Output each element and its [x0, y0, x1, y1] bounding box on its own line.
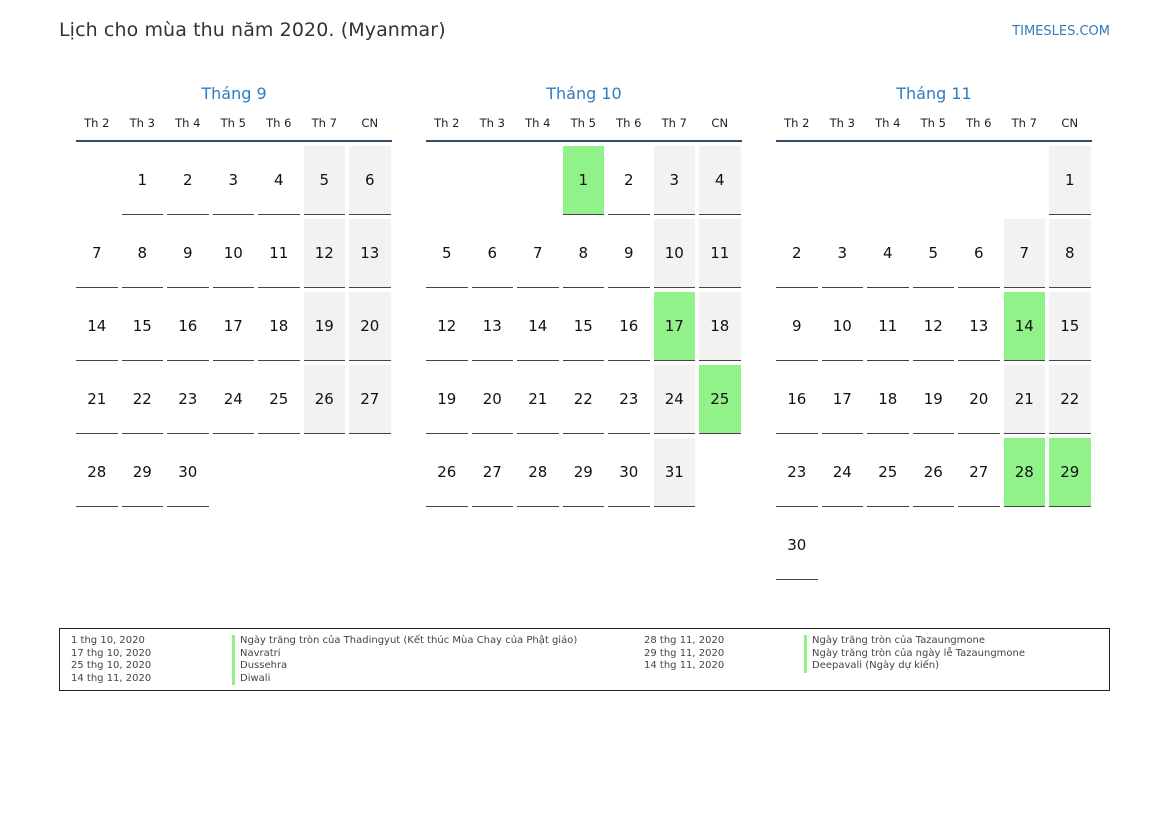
month-title: Tháng 9	[201, 84, 267, 103]
day-cell[interactable]: 10	[213, 219, 255, 288]
weekday-label: Th 6	[266, 116, 292, 130]
legend-holiday-name: Diwali	[232, 673, 270, 686]
day-cell[interactable]: 22	[122, 365, 164, 434]
weekday-label: Th 7	[311, 116, 337, 130]
day-cell[interactable]: 19	[304, 292, 346, 361]
day-cell[interactable]: 20	[958, 365, 1000, 434]
weekday-label: Th 7	[661, 116, 687, 130]
weekday-label: Th 5	[570, 116, 596, 130]
weekday-label: Th 4	[525, 116, 551, 130]
month-title: Tháng 11	[896, 84, 972, 103]
empty-day-cell	[1004, 146, 1046, 215]
day-cell[interactable]: 16	[608, 292, 650, 361]
day-cell[interactable]: 24	[213, 365, 255, 434]
day-cell[interactable]: 15	[563, 292, 605, 361]
empty-day-cell	[776, 146, 818, 215]
empty-day-cell	[958, 146, 1000, 215]
legend-holiday-name: Ngày trăng tròn của Tazaungmone	[804, 635, 985, 648]
day-cell[interactable]: 4	[699, 146, 741, 215]
weekday-label: Th 3	[479, 116, 505, 130]
day-cell[interactable]: 9	[776, 292, 818, 361]
day-cell[interactable]: 2	[776, 219, 818, 288]
day-cell[interactable]: 28	[517, 438, 559, 507]
empty-day-cell	[76, 146, 118, 215]
day-cell[interactable]: 29	[122, 438, 164, 507]
weekday-label: CN	[1061, 116, 1079, 130]
holiday-day-cell[interactable]: 17	[654, 292, 696, 361]
day-cell[interactable]: 20	[349, 292, 391, 361]
day-cell[interactable]: 30	[167, 438, 209, 507]
day-cell[interactable]: 11	[699, 219, 741, 288]
day-grid	[776, 146, 1092, 580]
day-cell[interactable]: 18	[258, 292, 300, 361]
holiday-day-cell[interactable]: 1	[563, 146, 605, 215]
day-cell[interactable]: 17	[213, 292, 255, 361]
day-grid	[426, 146, 742, 507]
day-cell[interactable]: 2	[167, 146, 209, 215]
day-cell[interactable]: 6	[472, 219, 514, 288]
legend-row	[71, 648, 631, 661]
legend-date: 17 thg 10, 2020	[71, 647, 152, 659]
day-cell[interactable]: 25	[258, 365, 300, 434]
day-cell[interactable]: 18	[867, 365, 909, 434]
day-cell[interactable]: 10	[654, 219, 696, 288]
day-cell[interactable]: 28	[76, 438, 118, 507]
legend-row	[71, 635, 631, 648]
day-cell[interactable]: 24	[822, 438, 864, 507]
holiday-legend	[59, 628, 1110, 691]
legend-row	[71, 673, 631, 686]
day-cell[interactable]: 5	[913, 219, 955, 288]
site-link[interactable]: TIMESLES.COM	[1012, 24, 1110, 39]
day-cell[interactable]: 1	[122, 146, 164, 215]
day-cell[interactable]: 25	[867, 438, 909, 507]
weekday-header	[776, 114, 1092, 142]
day-cell[interactable]: 23	[167, 365, 209, 434]
day-cell[interactable]: 7	[76, 219, 118, 288]
weekday-label: Th 2	[434, 116, 460, 130]
day-cell[interactable]: 23	[776, 438, 818, 507]
day-grid	[76, 146, 392, 507]
day-cell[interactable]: 6	[349, 146, 391, 215]
day-cell[interactable]: 14	[517, 292, 559, 361]
day-cell[interactable]: 27	[349, 365, 391, 434]
weekday-label: Th 4	[875, 116, 901, 130]
day-cell[interactable]: 12	[304, 219, 346, 288]
legend-date: 1 thg 10, 2020	[71, 635, 145, 646]
month-title: Tháng 10	[546, 84, 622, 103]
legend-column-right	[644, 635, 1084, 673]
day-cell[interactable]: 4	[258, 146, 300, 215]
empty-day-cell	[867, 146, 909, 215]
legend-holiday-name: Dussehra	[232, 660, 287, 673]
page-title: Lịch cho mùa thu năm 2020. (Myanmar)	[59, 19, 446, 41]
weekday-label: Th 6	[966, 116, 992, 130]
day-cell[interactable]: 7	[517, 219, 559, 288]
day-cell[interactable]: 8	[1049, 219, 1091, 288]
day-cell[interactable]: 30	[776, 511, 818, 580]
weekday-header	[76, 114, 392, 142]
day-cell[interactable]: 12	[426, 292, 468, 361]
day-cell[interactable]: 21	[76, 365, 118, 434]
empty-day-cell	[517, 146, 559, 215]
day-cell[interactable]: 9	[608, 219, 650, 288]
day-cell[interactable]: 10	[822, 292, 864, 361]
legend-row	[644, 660, 1084, 673]
day-cell[interactable]: 3	[654, 146, 696, 215]
legend-row	[644, 635, 1084, 648]
day-cell[interactable]: 5	[426, 219, 468, 288]
day-cell[interactable]: 13	[958, 292, 1000, 361]
day-cell[interactable]: 27	[958, 438, 1000, 507]
day-cell[interactable]: 30	[608, 438, 650, 507]
day-cell[interactable]: 1	[1049, 146, 1091, 215]
weekday-label: Th 3	[129, 116, 155, 130]
day-cell[interactable]: 26	[304, 365, 346, 434]
empty-day-cell	[913, 146, 955, 215]
legend-holiday-name: Ngày trăng tròn của ngày lễ Tazaungmone	[804, 648, 1025, 661]
holiday-day-cell[interactable]: 14	[1004, 292, 1046, 361]
day-cell[interactable]: 22	[1049, 365, 1091, 434]
day-cell[interactable]: 15	[122, 292, 164, 361]
day-cell[interactable]: 29	[563, 438, 605, 507]
day-cell[interactable]: 6	[958, 219, 1000, 288]
legend-date: 14 thg 11, 2020	[644, 660, 725, 671]
day-cell[interactable]: 14	[76, 292, 118, 361]
day-cell[interactable]: 21	[1004, 365, 1046, 434]
holiday-day-cell[interactable]: 28	[1004, 438, 1046, 507]
holiday-day-cell[interactable]: 29	[1049, 438, 1091, 507]
day-cell[interactable]: 18	[699, 292, 741, 361]
day-cell[interactable]: 8	[563, 219, 605, 288]
day-cell[interactable]: 4	[867, 219, 909, 288]
day-cell[interactable]: 8	[122, 219, 164, 288]
legend-holiday-name: Navratri	[232, 648, 281, 661]
legend-column-left	[71, 635, 631, 685]
day-cell[interactable]: 9	[167, 219, 209, 288]
weekday-label: CN	[711, 116, 729, 130]
legend-row	[71, 660, 631, 673]
month-november	[776, 82, 1092, 580]
legend-date: 29 thg 11, 2020	[644, 647, 725, 659]
day-cell[interactable]: 16	[167, 292, 209, 361]
day-cell[interactable]: 26	[426, 438, 468, 507]
legend-row	[644, 648, 1084, 661]
weekday-label: Th 7	[1011, 116, 1037, 130]
day-cell[interactable]: 15	[1049, 292, 1091, 361]
day-cell[interactable]: 24	[654, 365, 696, 434]
weekday-label: Th 4	[175, 116, 201, 130]
weekday-label: Th 2	[784, 116, 810, 130]
weekday-label: Th 5	[220, 116, 246, 130]
day-cell[interactable]: 22	[563, 365, 605, 434]
weekday-label: Th 6	[616, 116, 642, 130]
day-cell[interactable]: 19	[426, 365, 468, 434]
day-cell[interactable]: 17	[822, 365, 864, 434]
empty-day-cell	[822, 146, 864, 215]
weekday-label: Th 2	[84, 116, 110, 130]
day-cell[interactable]: 11	[867, 292, 909, 361]
day-cell[interactable]: 27	[472, 438, 514, 507]
weekday-label: CN	[361, 116, 379, 130]
day-cell[interactable]: 2	[608, 146, 650, 215]
day-cell[interactable]: 16	[776, 365, 818, 434]
weekday-header	[426, 114, 742, 142]
day-cell[interactable]: 5	[304, 146, 346, 215]
day-cell[interactable]: 21	[517, 365, 559, 434]
day-cell[interactable]: 3	[822, 219, 864, 288]
empty-day-cell	[426, 146, 468, 215]
legend-date: 14 thg 11, 2020	[71, 672, 152, 684]
empty-day-cell	[472, 146, 514, 215]
day-cell[interactable]: 13	[472, 292, 514, 361]
weekday-label: Th 3	[829, 116, 855, 130]
legend-holiday-name: Deepavali (Ngày dự kiến)	[804, 660, 939, 673]
month-september	[76, 82, 392, 507]
day-cell[interactable]: 23	[608, 365, 650, 434]
day-cell[interactable]: 3	[213, 146, 255, 215]
day-cell[interactable]: 12	[913, 292, 955, 361]
legend-date: 28 thg 11, 2020	[644, 635, 725, 646]
legend-date: 25 thg 10, 2020	[71, 660, 152, 671]
legend-holiday-name: Ngày trăng tròn của Thadingyut (Kết thúc Mùa Chay của Phật giáo)	[232, 635, 577, 648]
day-cell[interactable]: 19	[913, 365, 955, 434]
day-cell[interactable]: 13	[349, 219, 391, 288]
day-cell[interactable]: 20	[472, 365, 514, 434]
day-cell[interactable]: 31	[654, 438, 696, 507]
day-cell[interactable]: 7	[1004, 219, 1046, 288]
month-october	[426, 82, 742, 507]
weekday-label: Th 5	[920, 116, 946, 130]
day-cell[interactable]: 26	[913, 438, 955, 507]
holiday-day-cell[interactable]: 25	[699, 365, 741, 434]
day-cell[interactable]: 11	[258, 219, 300, 288]
